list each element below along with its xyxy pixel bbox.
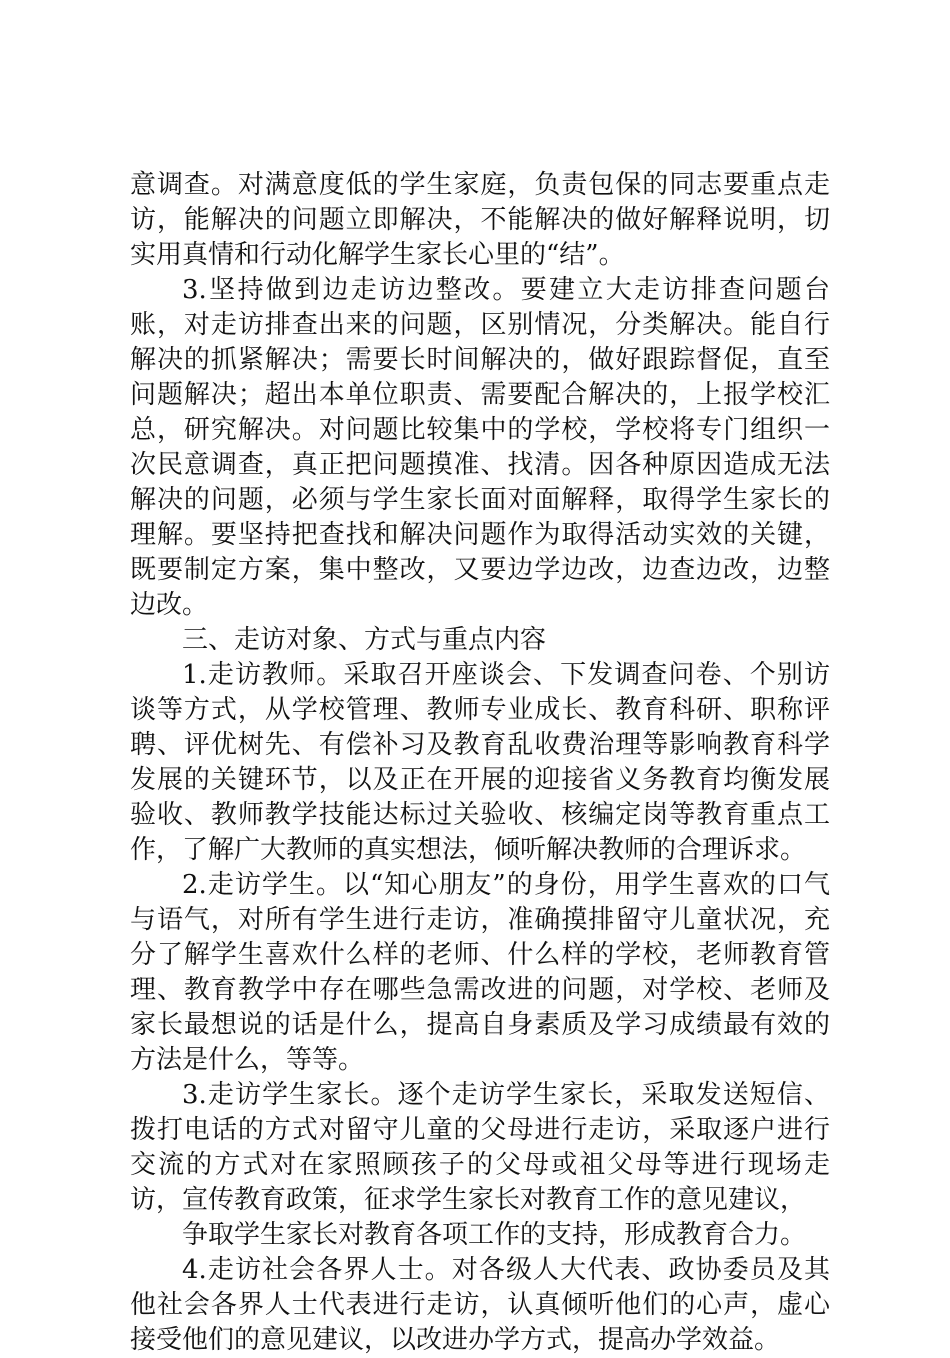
paragraph-6: 争取学生家长对教育各项工作的支持，形成教育合力。 — [182, 1220, 807, 1250]
paragraph-4: 2.走访学生。以“知心朋友”的身份，用学生喜欢的口气与语气，对所有学生进行走访，准确摸排留守儿童状况，充分了解学生喜欢什么样的老师、什么样的学校，老师教育管理、教育教学中存在哪些急需改进的问题，对学校、老师及家长最想说的话是什么，提高自身素质及学习成绩最有效的方法是什么，等等。 — [130, 870, 830, 1075]
paragraph-5: 3.走访学生家长。逐个走访学生家长，采取发送短信、拨打电话的方式对留守儿童的父母进行走访，采取逐户进行交流的方式对在家照顾孩子的父母或祖父母等进行现场走访，宣传教育政策，征求学生家长对教育工作的意见建议， — [130, 1080, 830, 1215]
paragraph-2: 3.坚持做到边走访边整改。要建立大走访排查问题台账，对走访排查出来的问题，区别情况，分类解决。能自行解决的抓紧解决；需要长时间解决的，做好跟踪督促，直至问题解决；超出本单位职责、需要配合解决的，上报学校汇总，研究解决。对问题比较集中的学校，学校将专门组织一次民意调查，真正把问题摸准、找清。因各种原因造成无法解决的问题，必须与学生家长面对面解释，取得学生家长的理解。要坚持把查找和解决问题作为取得活动实效的关键，既要制定方案，集中整改，又要边学边改，边查边改，边整边改。 — [130, 275, 830, 620]
paragraph-1: 意调查。对满意度低的学生家庭，负责包保的同志要重点走访，能解决的问题立即解决，不能解决的做好解释说明，切实用真情和行动化解学生家长心里的“结”。 — [130, 170, 830, 270]
document-body — [130, 168, 830, 1358]
section-heading: 三、走访对象、方式与重点内容 — [182, 625, 547, 655]
paragraph-7: 4.走访社会各界人士。对各级人大代表、政协委员及其他社会各界人士代表进行走访，认真倾听他们的心声，虚心接受他们的意见建议，以改进办学方式，提高办学效益。 — [130, 1255, 830, 1355]
paragraph-3: 1.走访教师。采取召开座谈会、下发调查问卷、个别访谈等方式，从学校管理、教师专业成长、教育科研、职称评聘、评优树先、有偿补习及教育乱收费治理等影响教育科学发展的关键环节，以及正在开展的迎接省义务教育均衡发展验收、教师教学技能达标过关验收、核编定岗等教育重点工作，了解广大教师的真实想法，倾听解决教师的合理诉求。 — [130, 660, 830, 865]
